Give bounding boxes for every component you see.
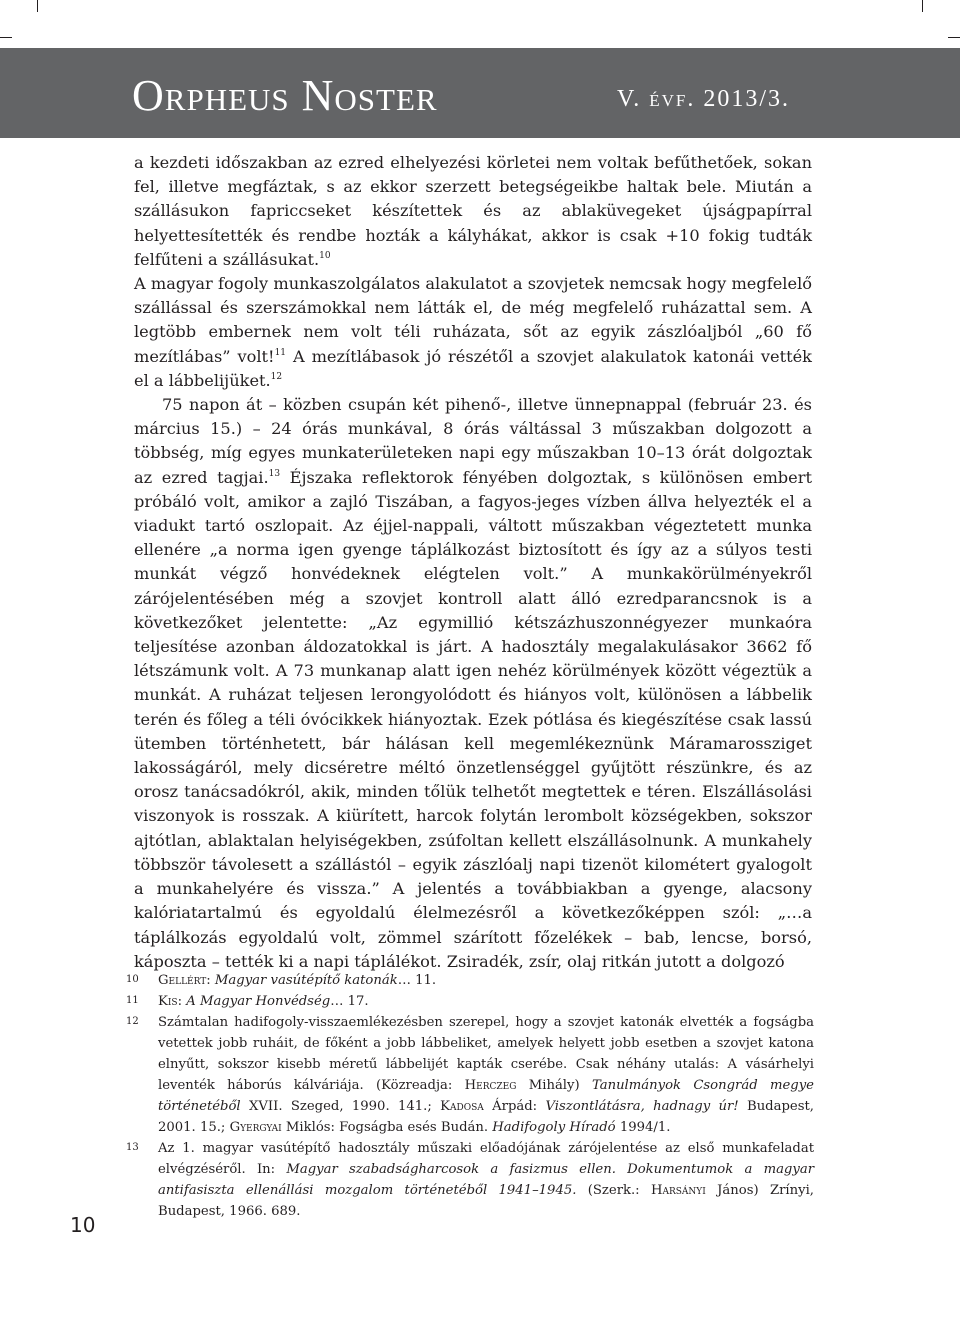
footnote: 11 Kis: A Magyar Honvédség… 17. <box>120 991 814 1012</box>
crop-mark-top-left-v <box>37 0 38 12</box>
paragraph: A magyar fogoly munkaszolgálatos alakulatot a szovjetek nemcsak hogy megfelelő szállással és szerszámokkal nem látták el, de még megfelelő ruházattal sem. A legtöbb embernek nem volt téli ruházata, sőt az egyik zászlóaljból „60 fő mezítlábas” volt!$^{11}$ A mezítlábasok jó részétől a szovjet alakulatok katonái vették el a lábbelijüket.$^{12}$ <box>134 274 812 390</box>
footnote-number: 13 <box>126 1142 139 1153</box>
footnote-number: 10 <box>126 974 139 985</box>
footnote-ref[interactable]: 10 <box>319 250 331 261</box>
footnote-ref[interactable]: 12 <box>270 371 283 382</box>
paragraph: 75 napon át – közben csupán két pihenő-, illetve ünnepnappal (február 23. és március 15.) – 24 órás munkával, 8 órás váltással 3 műszakban dolgozott a többség, míg egyes munkaterületeken napi egy műszakban 10–13 órát dolgoztak az ezred tagjai.$^{13}$ Éjszaka reflektorok fényében dolgoztak, s különösen embert próbáló volt, amikor a zajló Tiszában, a fagyos-jeges vízben állva helyezték el a viadukt tartó oszlopait. Az éjjel-nappali, váltott műszakban végeztetett munka ellenére „a norma igen gyenge táplálkozást biztosított és így az a súlyos testi munkát végző honvédeknek elégtelen volt.” A munkakörülményekről zárójelentésében még a szovjet kontroll alatt álló ezredparancsnok is a következőket jelentette: „Az egymillió kétszázhuszonnégyezer munkaóra teljesítése azonban áldozatokkal is járt. A hadosztály megalakulásakor 3662 fő létszámunk volt. A 73 munkanap alatt igen nehéz körülmények között végeztük a munkát. A ruházat teljesen lerongyolódott és hiányos volt, különösen a lábbelik terén és főleg a téli óvócikkek hiányoztak. Ezek pótlása és kiegészítése csak lassú ütemben történhetett, bár hálásan kell megemlékeznünk Máramarossziget lakosságáról, mely dicséretre méltó önzetlenséggel gyűjtött részünkre, és az orosz tanácsadókról, akik, minden tőlük telhetőt megtettek e téren. Elszállásolási viszonyok is rosszak. A kiürített, harcok folytán lerombolt községekben, sokszor ajtótlan, ablaktalan helyiségekben, zsúfoltan kellett elszállásolnunk. A munkahely többször távolesett a szállástól – egyik zászlóalj napi tizenöt kilométert gyalogolt a munkahelyére és vissza.” A jelentés a továbbiakban a gyenge, alacsony kalóriatartalmú és egyoldalú élelmezésről a következőképpen szól: „…a táplálkozás egyoldalú volt, zömmel szárított főzelékek – bab, lencse, borsó, káposzta – tették ki a napi táplálékot. Zsiradék, zsír, olaj ritkán jutott a dolgozó <box>134 395 812 971</box>
footnote-ref[interactable]: 13 <box>268 468 281 479</box>
crop-mark-top-right-v <box>922 0 923 12</box>
paragraph: a kezdeti időszakban az ezred elhelyezési körletei nem voltak befűthetőek, sokan fel, illetve megfáztak, s az ekkor szerzett betegségeikbe haltak bele. Miután a szállásukon fapriccseket készítettek és az ablaküvegeket újságpapírral helyettesítették és rendbe hozták a kályhákat, akkor is csak +10 fokig tudták felfűteni a szállásukat.$^{10}$ <box>134 153 812 269</box>
footnote-number: 11 <box>126 995 139 1006</box>
footnote-ref[interactable]: 11 <box>274 347 287 358</box>
body-text <box>134 151 812 974</box>
page-number: 10 <box>70 1213 96 1237</box>
footnote-number: 12 <box>126 1016 139 1027</box>
issue-label: V. évf. 2013/3. <box>616 86 790 112</box>
footnote: 13 Az 1. magyar vasútépítő hadosztály műszaki előadójának zárójelentése az első munkafeladat elvégzéséről. In: Magyar szabadságharcosok a fasizmus ellen. Dokumentumok a magyar antifasiszta ellenállási mozgalom történetéből 1941–1945. (Szerk.: Harsányi János) Zrínyi, Budapest, 1966. 689. <box>120 1138 814 1222</box>
footnote: 12 Számtalan hadifogoly-visszaemlékezésben szerepel, hogy a szovjet katonák elvették a fogságba vetettek jobb ruháit, de főként a jobb lábbeliket, amelyek helyett jobb esetben a szovjet katona elnyűtt, sokszor kisebb méretű lábbelijét kapták cserébe. Csak néhány utalás: A vásárhelyi leventék háborús kálváriája. (Közreadja: Herczeg Mihály) Tanulmányok Csongrád megye történetéből XVII. Szeged, 1990. 141.; Kadosa Árpád: Viszontlátásra, hadnagy úr! Budapest, 2001. 15.; Gyergyai Miklós: Fogságba esés Budán. Hadifogoly Híradó 1994/1. <box>120 1012 814 1138</box>
crop-mark-top-left-h <box>0 37 12 38</box>
crop-mark-top-right-h <box>948 37 960 38</box>
journal-logo: Orpheus Noster <box>132 71 438 120</box>
footnotes <box>120 970 814 1222</box>
footnote: 10 Gellért: Magyar vasútépítő katonák… 11. <box>120 970 814 991</box>
